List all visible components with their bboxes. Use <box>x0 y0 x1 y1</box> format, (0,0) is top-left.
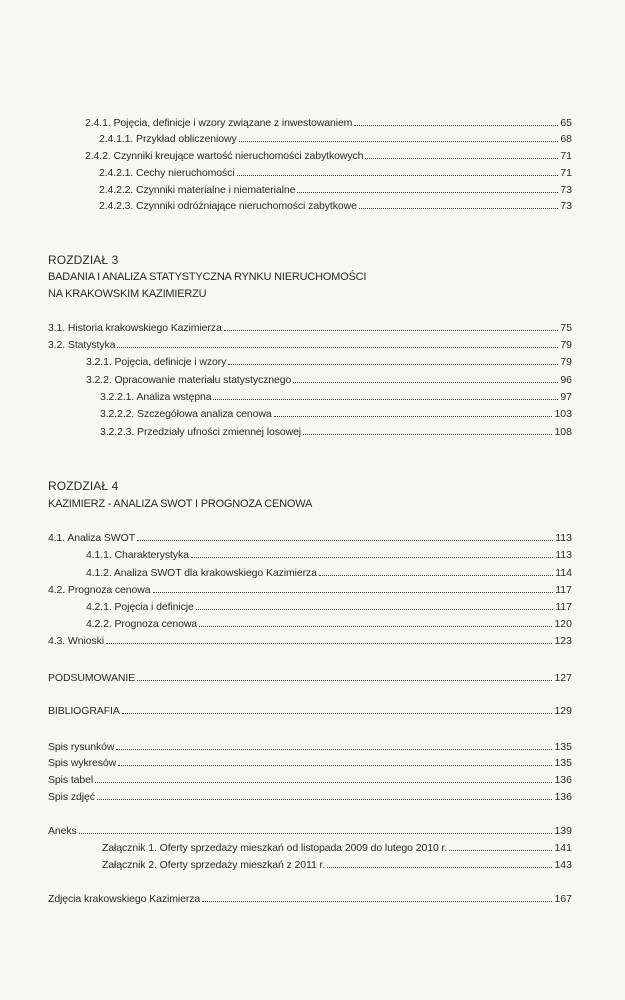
toc-entry-title: Spis rysunków <box>48 741 115 753</box>
chapter-label: ROZDZIAŁ 4 <box>48 479 119 493</box>
toc-entry-title: 4.1. Analiza SWOT <box>48 532 136 544</box>
toc-entry-page: 97 <box>560 391 572 403</box>
toc-entry-page: 117 <box>555 584 572 596</box>
toc-entry-title: 4.3. Wnioski <box>48 635 104 647</box>
toc-entry <box>86 547 572 561</box>
toc-entry-title: 2.4.2.1. Cechy nieruchomości <box>99 167 235 179</box>
toc-entry <box>48 337 572 351</box>
toc-entry-page: 120 <box>554 618 572 630</box>
toc-entry-page: 71 <box>560 167 572 179</box>
toc-entry-page: 136 <box>554 791 572 803</box>
toc-entry-title: BIBLIOGRAFIA <box>48 705 120 717</box>
leader-dots <box>196 609 554 610</box>
toc-entry-page: 96 <box>560 374 572 386</box>
toc-entry <box>48 891 572 905</box>
toc-entry-page: 73 <box>560 200 572 212</box>
toc-entry <box>86 616 572 630</box>
toc-entry-title: Załącznik 2. Oferty sprzedaży mieszkań z 2011 r. <box>102 859 326 871</box>
toc-entry-title: Zdjęcia krakowskiego Kazimierza <box>48 893 201 905</box>
toc-entry <box>99 182 572 196</box>
leader-dots <box>228 364 558 365</box>
toc-entry-page: 135 <box>554 757 572 769</box>
toc-entry <box>85 148 572 162</box>
leader-dots <box>239 141 559 142</box>
toc-entry <box>86 372 572 386</box>
toc-entry-title: 4.1.1. Charakterystyka <box>86 549 189 561</box>
toc-entry <box>100 389 572 403</box>
leader-dots <box>202 901 552 902</box>
chapter-title: NA KRAKOWSKIM KAZIMIERZU <box>48 288 207 300</box>
leader-dots <box>118 765 552 766</box>
leader-dots <box>153 592 554 593</box>
toc-entry-title: 2.4.1. Pojęcia, definicje i wzory związane z inwestowaniem <box>85 117 353 129</box>
leader-dots <box>122 713 553 714</box>
leader-dots <box>199 626 552 627</box>
toc-entry <box>86 565 572 579</box>
toc-entry <box>99 198 572 212</box>
leader-dots <box>303 434 552 435</box>
toc-entry-title: 3.1. Historia krakowskiego Kazimierza <box>48 322 222 334</box>
toc-entry-page: 79 <box>560 356 572 368</box>
toc-entry <box>48 320 572 334</box>
toc-entry <box>102 857 572 871</box>
leader-dots <box>191 557 553 558</box>
toc-entry-title: Spis wykresów <box>48 757 117 769</box>
toc-entry-page: 79 <box>560 339 572 351</box>
toc-entry-title: Spis tabel <box>48 774 94 786</box>
toc-entry <box>102 840 572 854</box>
toc-entry-title: 2.4.2.2. Czynniki materialne i niematerialne <box>99 184 296 196</box>
toc-entry <box>99 165 572 179</box>
leader-dots <box>95 782 552 783</box>
toc-entry-page: 114 <box>555 567 572 579</box>
toc-entry <box>48 755 572 769</box>
leader-dots <box>354 125 558 126</box>
leader-dots <box>224 330 559 331</box>
toc-entry-page: 143 <box>554 859 572 871</box>
toc-entry-title: 4.1.2. Analiza SWOT dla krakowskiego Kazimierza <box>86 567 317 579</box>
toc-entry-page: 108 <box>554 426 572 438</box>
toc-entry-page: 141 <box>554 842 572 854</box>
leader-dots <box>365 158 558 159</box>
leader-dots <box>449 850 552 851</box>
leader-dots <box>106 643 552 644</box>
leader-dots <box>237 175 559 176</box>
toc-entry-title: 3.2.2.1. Analiza wstępna <box>100 391 212 403</box>
toc-entry-title: 2.4.1.1. Przykład obliczeniowy <box>99 133 237 145</box>
toc-entry-page: 129 <box>554 705 572 717</box>
toc-entry-page: 75 <box>560 322 572 334</box>
toc-entry <box>48 530 572 544</box>
toc-entry <box>99 131 572 145</box>
toc-entry <box>48 633 572 647</box>
toc-entry-title: PODSUMOWANIE <box>48 672 136 684</box>
toc-entry-page: 73 <box>560 184 572 196</box>
toc-entry-title: Spis zdjęć <box>48 791 95 803</box>
toc-entry <box>48 670 572 684</box>
toc-entry-title: 3.2.1. Pojęcia, definicje i wzory <box>86 356 227 368</box>
toc-entry-title: 2.4.2.3. Czynniki odróżniające nieruchomości zabytkowe <box>99 200 357 212</box>
leader-dots <box>359 208 558 209</box>
leader-dots <box>293 382 558 383</box>
toc-entry <box>100 424 572 438</box>
toc-entry <box>85 115 572 129</box>
chapter-label: ROZDZIAŁ 3 <box>48 253 119 267</box>
toc-entry-page: 71 <box>560 150 572 162</box>
toc-entry <box>48 772 572 786</box>
toc-entry-page: 68 <box>560 133 572 145</box>
toc-entry-page: 113 <box>555 549 572 561</box>
leader-dots <box>117 347 558 348</box>
leader-dots <box>97 799 553 800</box>
toc-entry-page: 135 <box>554 741 572 753</box>
leader-dots <box>137 540 553 541</box>
toc-entry-page: 113 <box>555 532 572 544</box>
leader-dots <box>79 833 553 834</box>
toc-entry-title: 4.2. Prognoza cenowa <box>48 584 151 596</box>
toc-entry-title: 2.4.2. Czynniki kreujące wartość nieruchomości zabytkowych <box>85 150 364 162</box>
toc-entry-page: 65 <box>560 117 572 129</box>
leader-dots <box>137 680 552 681</box>
toc-entry-page: 167 <box>554 893 572 905</box>
toc-entry-title: 4.2.2. Prognoza cenowa <box>86 618 198 630</box>
toc-entry <box>48 582 572 596</box>
toc-entry <box>48 823 572 837</box>
toc-entry <box>86 599 572 613</box>
toc-entry-page: 123 <box>554 635 572 647</box>
leader-dots <box>116 749 552 750</box>
toc-entry-page: 139 <box>554 825 572 837</box>
leader-dots <box>319 575 553 576</box>
toc-entry-title: Aneks <box>48 825 77 837</box>
toc-entry-page: 117 <box>555 601 572 613</box>
toc-entry <box>48 703 572 717</box>
toc-entry-title: Załącznik 1. Oferty sprzedaży mieszkań od listopada 2009 do lutego 2010 r. <box>102 842 448 854</box>
leader-dots <box>274 416 553 417</box>
toc-entry-page: 127 <box>554 672 572 684</box>
leader-dots <box>297 192 558 193</box>
toc-entry-page: 136 <box>554 774 572 786</box>
leader-dots <box>213 399 558 400</box>
toc-entry <box>100 406 572 420</box>
toc-entry <box>86 354 572 368</box>
leader-dots <box>327 867 552 868</box>
toc-entry-title: 3.2.2.2. Szczegółowa analiza cenowa <box>100 408 272 420</box>
toc-entry <box>48 739 572 753</box>
toc-entry-title: 3.2.2.3. Przedziały ufności zmiennej losowej <box>100 426 302 438</box>
toc-entry-page: 103 <box>554 408 572 420</box>
chapter-title: KAZIMIERZ - ANALIZA SWOT I PROGNOZA CENOWA <box>48 498 313 510</box>
toc-entry-title: 3.2. Statystyka <box>48 339 116 351</box>
toc-entry-title: 3.2.2. Opracowanie materiału statystycznego <box>86 374 292 386</box>
chapter-title: BADANIA I ANALIZA STATYSTYCZNA RYNKU NIERUCHOMOŚCI <box>48 271 367 283</box>
toc-entry <box>48 789 572 803</box>
toc-entry-title: 4.2.1. Pojęcia i definicje <box>86 601 194 613</box>
